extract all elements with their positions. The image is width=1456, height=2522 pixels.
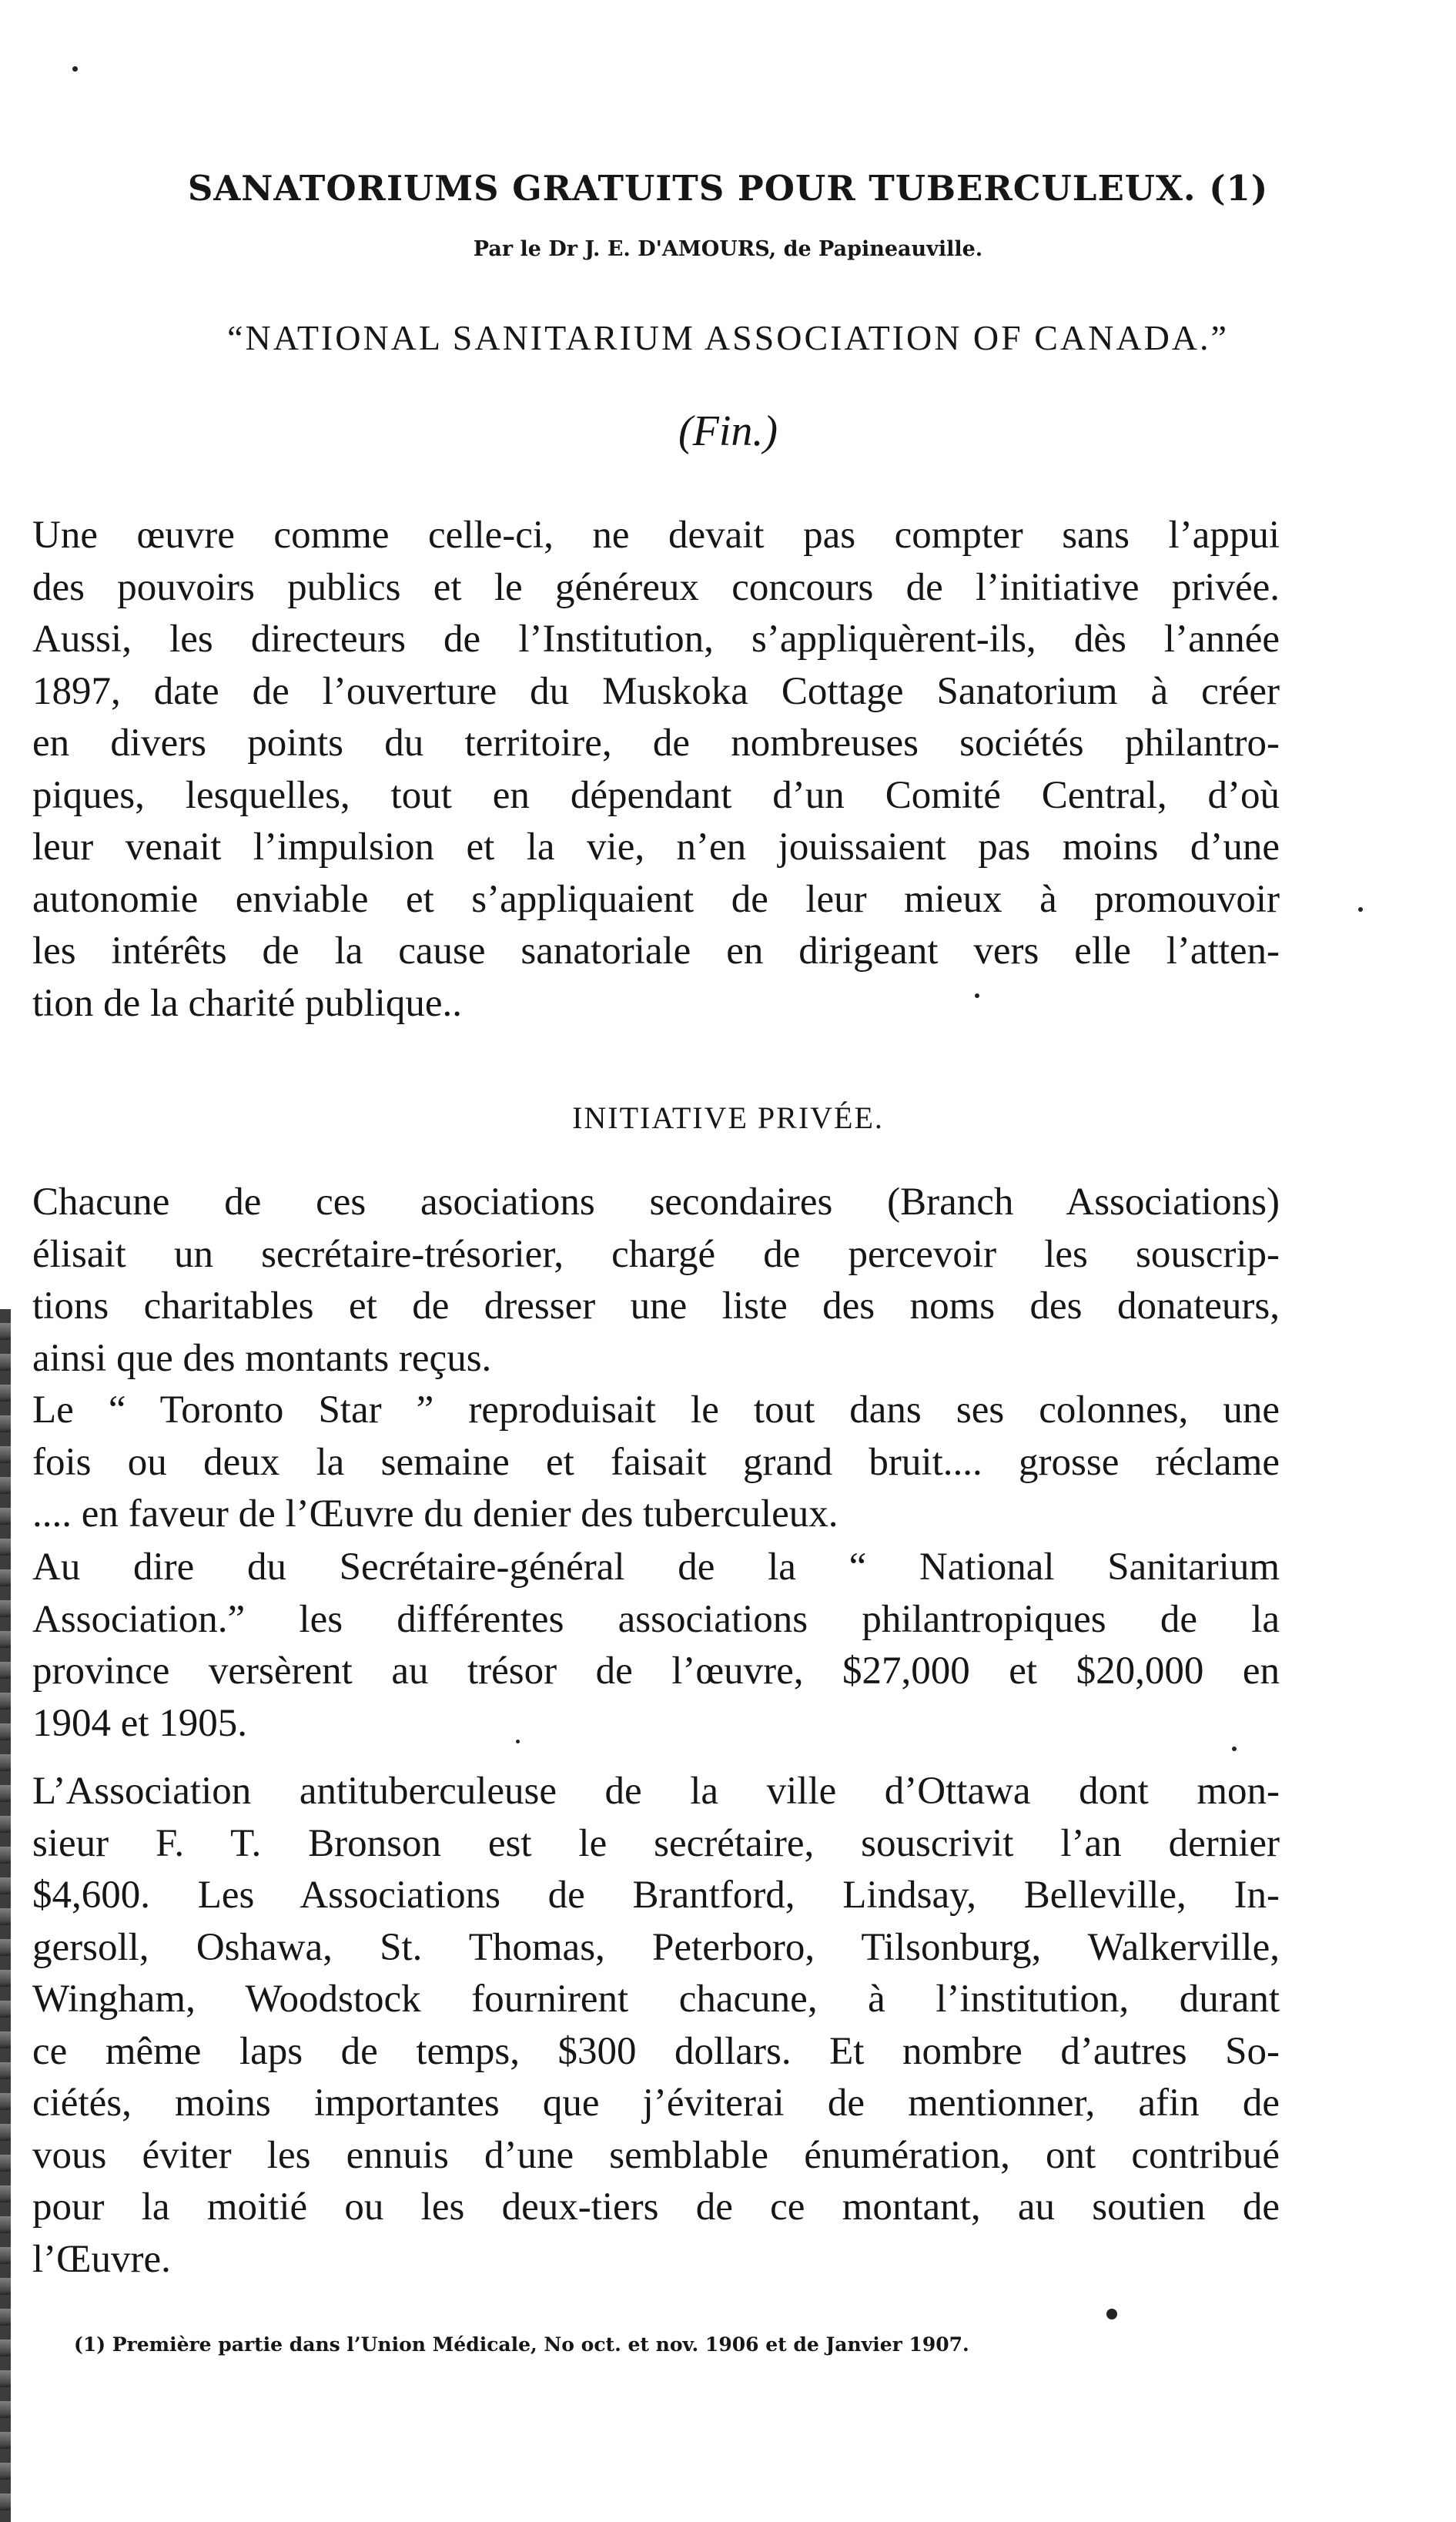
text-line: ce même laps de temps, $300 dollars. Et nombre d’autres So- bbox=[32, 2029, 1280, 2073]
text-line: Au dire du Secrétaire-général de la “ National Sanitarium bbox=[32, 1546, 1280, 1589]
text-line: vous éviter les ennuis d’une semblable énumération, ont contribué bbox=[32, 2133, 1280, 2177]
text-line: tions charitables et de dresser une liste des noms des donateurs, bbox=[32, 1284, 1280, 1328]
text-line: Chacune de ces asociations secondaires (Branch Associations) bbox=[32, 1181, 1280, 1224]
text-line: l’Œuvre. bbox=[32, 2237, 171, 2281]
text-line: tion de la charité publique.. bbox=[32, 981, 462, 1025]
text-line: L’Association antituberculeuse de la ville d’Ottawa dont mon- bbox=[32, 1770, 1280, 1813]
text-line: gersoll, Oshawa, St. Thomas, Peterboro, Tilsonburg, Walkerville, bbox=[32, 1925, 1280, 1969]
text-line: .... en faveur de l’Œuvre du denier des tuberculeux. bbox=[32, 1492, 838, 1536]
text-line: province versèrent au trésor de l’œuvre, $27,000 et $20,000 en bbox=[32, 1650, 1280, 1693]
text-line: ainsi que des montants reçus. bbox=[32, 1336, 492, 1380]
scan-speck bbox=[72, 66, 78, 72]
scan-speck bbox=[1358, 907, 1363, 912]
text-line: les intérêts de la cause sanatoriale en dirigeant vers elle l’atten- bbox=[32, 929, 1280, 973]
text-line: 1897, date de l’ouverture du Muskoka Cottage Sanatorium à créer bbox=[32, 669, 1280, 713]
text-line: Aussi, les directeurs de l’Institution, s’appliquèrent-ils, dès l’année bbox=[32, 618, 1280, 661]
text-line: leur venait l’impulsion et la vie, n’en jouissaient pas moins d’une bbox=[32, 826, 1280, 869]
text-line: Wingham, Woodstock fournirent chacune, à l’institution, durant bbox=[32, 1978, 1280, 2021]
article-title: SANATORIUMS GRATUITS POUR TUBERCULEUX. (1) bbox=[187, 168, 1269, 209]
text-line: autonomie enviable et s’appliquaient de leur mieux à promouvoir bbox=[32, 877, 1280, 921]
text-line: piques, lesquelles, tout en dépendant d’un Comité Central, d’où bbox=[32, 773, 1280, 817]
paragraph-secretary-general bbox=[32, 1542, 1280, 1750]
paragraph-toronto-star bbox=[32, 1385, 1280, 1541]
footnote: (1) Première partie dans l’Union Médicale, No oct. et nov. 1906 et de Janvier 1907. bbox=[74, 2333, 969, 2356]
text-line: Une œuvre comme celle-ci, ne devait pas compter sans l’appui bbox=[32, 514, 1280, 557]
continuation-label: (Fin.) bbox=[678, 407, 778, 455]
text-line: 1904 et 1905. bbox=[32, 1701, 248, 1745]
text-line: Le “ Toronto Star ” reproduisait le tout dans ses colonnes, une bbox=[32, 1388, 1280, 1432]
page-binding-edge bbox=[0, 1309, 11, 2522]
text-line: ciétés, moins importantes que j’éviterai de mentionner, afin de bbox=[32, 2082, 1280, 2125]
section-heading: INITIATIVE PRIVÉE. bbox=[572, 1100, 884, 1135]
text-line: fois ou deux la semaine et faisait grand bruit.... grosse réclame bbox=[32, 1440, 1280, 1484]
paragraph-ottawa-association bbox=[32, 1766, 1280, 2286]
text-line: $4,600. Les Associations de Brantford, Lindsay, Belleville, In- bbox=[32, 1874, 1280, 1917]
text-line: en divers points du territoire, de nombreuses sociétés philantro- bbox=[32, 722, 1280, 765]
text-line: élisait un secrétaire-trésorier, chargé de percevoir les souscrip- bbox=[32, 1232, 1280, 1276]
text-line: pour la moitié ou les deux-tiers de ce montant, au soutien de bbox=[32, 2185, 1280, 2229]
author-byline: Par le Dr J. E. D'AMOURS, de Papineauville. bbox=[473, 237, 983, 261]
text-line: Association.” les différentes associations philantropiques de la bbox=[32, 1597, 1280, 1641]
text-line: des pouvoirs publics et le généreux concours de l’initiative privée. bbox=[32, 565, 1280, 609]
scan-speck bbox=[1106, 2309, 1117, 2319]
text-line: sieur F. T. Bronson est le secrétaire, souscrivit l’an dernier bbox=[32, 1821, 1280, 1865]
paragraph-branch-associations bbox=[32, 1177, 1280, 1385]
association-heading: “NATIONAL SANITARIUM ASSOCIATION OF CANADA.” bbox=[227, 318, 1229, 357]
paragraph-intro bbox=[32, 510, 1280, 1030]
